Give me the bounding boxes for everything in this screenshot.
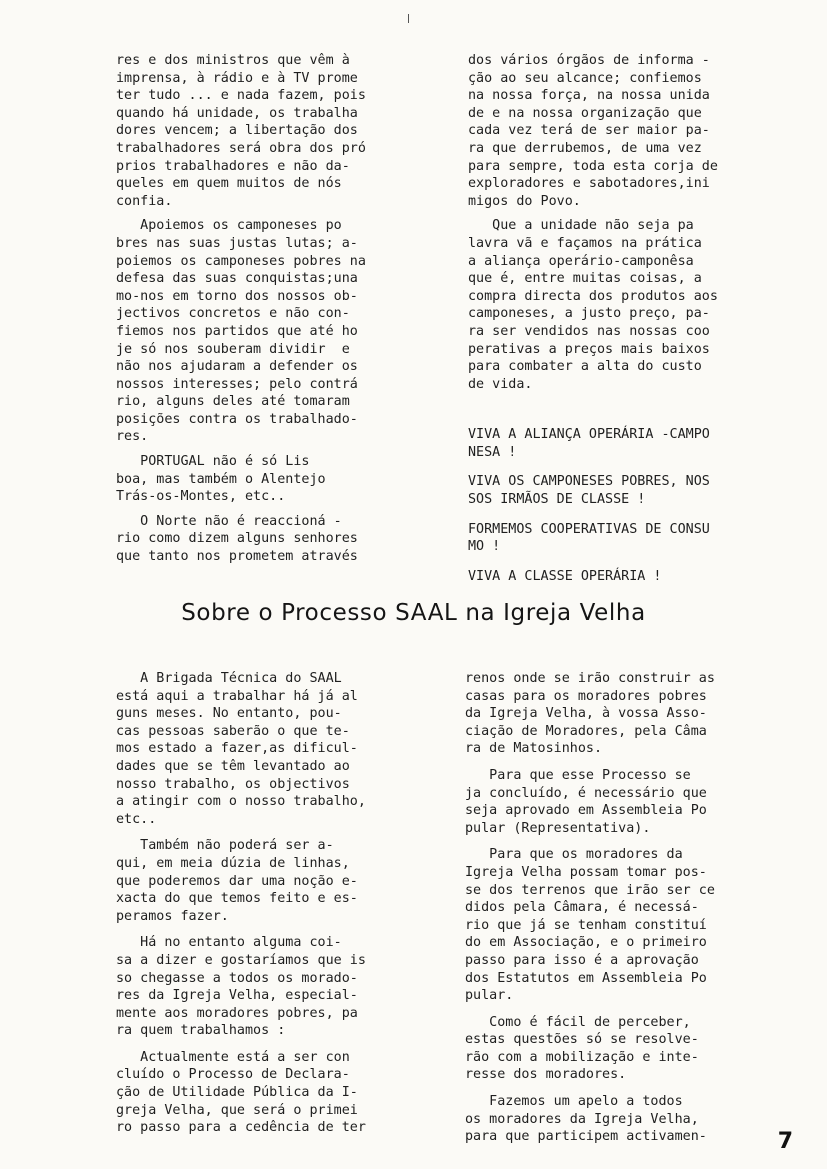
scan-mark — [408, 14, 409, 23]
paragraph: renos onde se irão construir as casas para os moradores pobres da Igreja Velha, à vossa Asso- ciação de Moradores, pela Câma ra de Matosinhos. — [465, 671, 715, 757]
slogan: VIVA A CLASSE OPERÁRIA ! — [468, 568, 662, 584]
paragraph: A Brigada Técnica do SAAL está aqui a trabalhar há já al guns meses. No entanto, pou- cas pessoas saberão o que te- mos estado a fazer,as dificul- dades que se têm levantado ao nosso trabalho, os objectivos a atingir com o nosso trabalho, etc.. — [116, 671, 366, 827]
article-title: Sobre o Processo SAAL na Igreja Velha — [181, 600, 646, 626]
paragraph: PORTUGAL não é só Lis boa, mas também o Alentejo Trás-os-Montes, etc.. — [116, 454, 326, 505]
paragraph: Fazemos um apelo a todos os moradores da Igreja Velha, para que participem activamen- — [465, 1094, 707, 1145]
paragraph: Também não poderá ser a- qui, em meia dúzia de linhas, que poderemos dar uma noção e- xacta do que temos feito e es- peramos fazer. — [116, 838, 358, 924]
paragraph: Actualmente está a ser con cluído o Processo de Declara- ção de Utilidade Pública da I- greja Velha, que será o primei ro passo para a cedência de ter — [116, 1049, 366, 1136]
paragraph: Apoiemos os camponeses po bres nas suas justas lutas; a- poiemos os camponeses pobres na defesa das suas conquistas;una mo-nos em torno dos nossos ob- jectivos concretos e não con- fiemos nos partidos que até ho je só nos souberam dividir e não nos ajudaram a defender os nossos interesses; pelo contrá rio, alguns deles até tomaram posições contra os trabalhado- res. — [116, 218, 366, 445]
bottom-left-column — [116, 670, 431, 1146]
slogans — [468, 426, 793, 585]
paragraph: Para que os moradores da Igreja Velha possam tomar pos- se dos terrenos que irão ser ce didos pela Câmara, é necessá- rio que já se tenham constituí do em Associação, e o primeiro passo para isso é a aprovação dos Estatutos em Assembleia Po pular. — [465, 847, 715, 1004]
paragraph: dos vários órgãos de informa - ção ao seu alcance; confiemos na nossa força, na nossa unida de e na nossa organização que cada vez terá de ser maior pa- ra que derrubemos, de uma vez para sempre, toda esta corja de exploradores e sabotadores,ini migos do Povo. — [468, 53, 718, 209]
paragraph: O Norte não é reaccioná - rio como dizem alguns senhores que tanto nos prometem através — [116, 513, 358, 565]
paragraph: res e dos ministros que vêm à imprensa, à rádio e à TV prome ter tudo ... e nada fazem, pois quando há unidade, os trabalha dores vencem; a libertação dos trabalhadores será obra dos pró prios trabalhadores e não da- queles em quem muitos de nós confia. — [116, 53, 366, 209]
top-left-column — [116, 52, 431, 573]
paragraph: Há no entanto alguma coi- sa a dizer e gostaríamos que is so chegasse a todos os morado- res da Igreja Velha, especial- mente aos moradores pobres, pa ra quem trabalhamos : — [116, 935, 366, 1039]
slogan: FORMEMOS COOPERATIVAS DE CONSU MO ! — [468, 521, 710, 555]
slogan: VIVA OS CAMPONESES POBRES, NOS SOS IRMÃOS DE CLASSE ! — [468, 474, 710, 508]
slogan: VIVA A ALIANÇA OPERÁRIA -CAMPO NESA ! — [468, 427, 710, 460]
paragraph: Que a unidade não seja pa lavra vã e façamos na prática a aliança operário-camponêsa que é, entre muitas coisas, a compra directa dos produtos aos camponeses, a justo preço, pa- ra ser vendidos nas nossas coo perativas a preços mais baixos para combater a alta do custo de vida. — [468, 218, 718, 392]
page-number: 7 — [777, 1129, 793, 1154]
top-right-column — [468, 52, 793, 597]
paragraph: Como é fácil de perceber, estas questões só se resolve- rão com a mobilização e inte- resse dos moradores. — [465, 1014, 699, 1083]
paragraph: Para que esse Processo se ja concluído, é necessário que seja aprovado em Assembleia Po pular (Representativa). — [465, 767, 707, 836]
bottom-right-column — [465, 670, 790, 1155]
